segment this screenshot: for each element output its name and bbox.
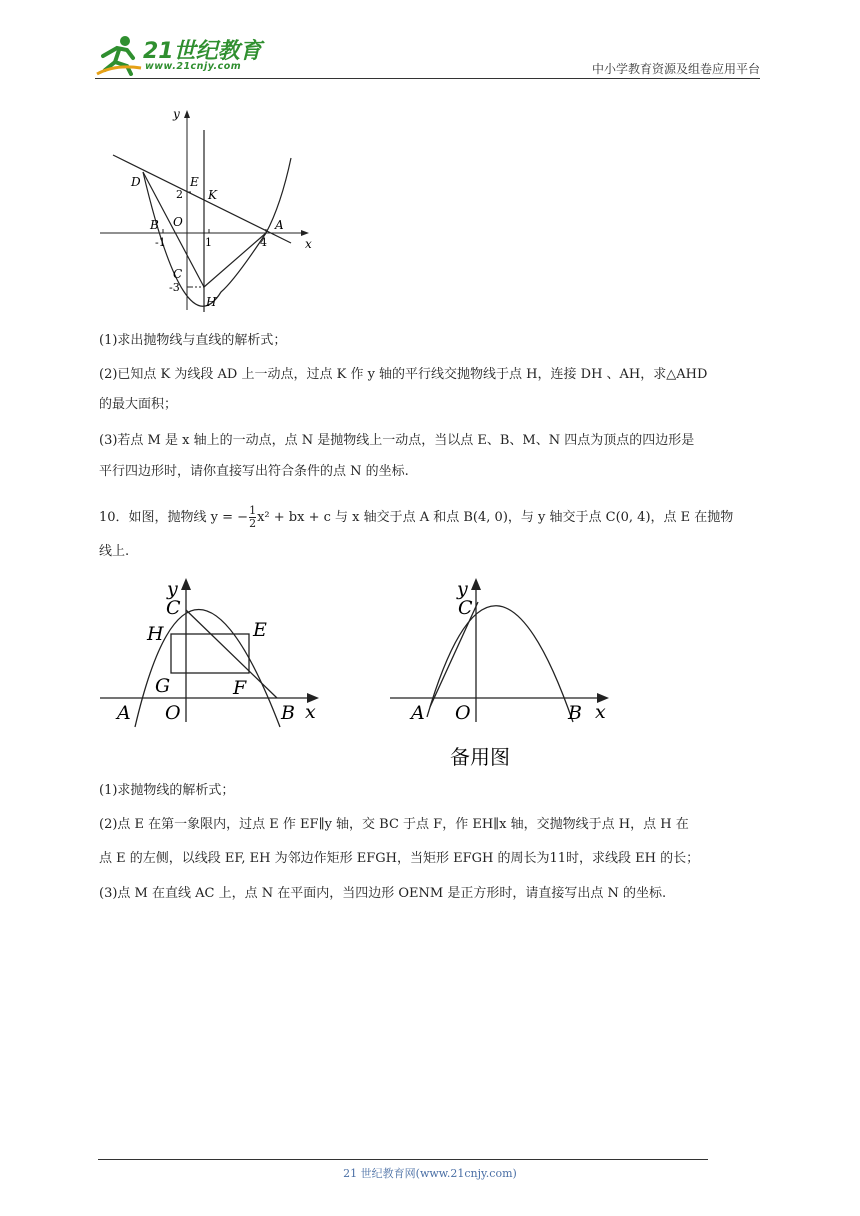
runner-icon [95,34,143,76]
label-f: F [233,677,247,699]
label-a: A [275,218,284,232]
label-o: O [173,215,183,229]
q10-intro-rest: x² + bx + c 与 x 轴交于点 A 和点 B(4, 0)，与 y 轴交于点 C(0, 4)，点 E 在抛物 [257,510,734,525]
figure-parabola-line [95,100,325,315]
line-ad [113,155,291,243]
tick-2: 2 [176,188,183,201]
label-g: G [155,675,171,697]
tick-neg1: -1 [155,236,166,249]
tick-4: 4 [260,236,267,249]
footer-divider [98,1159,708,1160]
q9-part1: (1)求出抛物线与直线的解析式； [99,333,287,348]
q10-part2-line2: 点 E 的左侧，以线段 EF, EH 为邻边作矩形 EFGH，当矩形 EFGH 的周长为11时，求线段 EH 的长； [99,851,700,866]
fraction-one-half [249,505,256,530]
label-d: D [131,175,141,189]
q9-part3-line1: (3)若点 M 是 x 轴上的一动点，点 N 是抛物线上一动点，当以点 E、B、M、N 四点为顶点的四边形是 [99,433,695,448]
logo-url: www.21cnjy.com [145,61,242,72]
label-y: y [173,107,180,121]
header-divider [95,78,760,79]
q9-part3-line2: 平行四边形时，请你直接写出符合条件的点 N 的坐标. [99,464,409,479]
q9-part2-line2: 的最大面积； [99,397,178,412]
figure-spare-diagram [385,572,625,772]
q10-intro-start: 10．如图，抛物线 y = − [99,510,249,525]
label-b: B [150,218,159,232]
footer-source-link[interactable]: 21 世纪教育网(www.21cnjy.com) [343,1167,517,1180]
label-x: x [305,701,316,723]
line-ah [204,233,266,287]
label-o: O [165,702,181,724]
label-c: C [166,597,181,619]
label-x: x [595,701,606,723]
site-logo [95,34,265,76]
fraction-denominator: 2 [249,517,257,530]
q10-part2-line1: (2)点 E 在第一象限内，过点 E 作 EF∥y 轴，交 BC 于点 F，作 EH∥x 轴，交抛物线于点 H，点 H 在 [99,817,689,832]
label-a: A [117,702,131,724]
header-platform-title: 中小学教育资源及组卷应用平台 [591,62,760,76]
q10-intro-line1 [99,505,733,530]
label-y: y [457,578,468,600]
label-a: A [411,702,425,724]
label-c: C [458,597,473,619]
figure-caption: 备用图 [450,745,510,769]
label-c: C [173,267,183,281]
x-axis-arrow [301,230,309,236]
page-header [95,30,760,80]
tick-neg3: -3 [169,281,180,294]
fraction-numerator: 1 [249,504,257,517]
label-y: y [167,578,178,600]
y-axis-arrow [184,110,190,118]
logo-text: 21世纪教育 [143,39,262,64]
label-e: E [190,175,199,189]
parabola-curve [427,606,573,722]
label-b: B [568,702,582,724]
q9-part2-line1: (2)已知点 K 为线段 AD 上一动点，过点 K 作 y 轴的平行线交抛物线于点 H，连接 DH 、AH，求△AHD [99,367,708,382]
label-e: E [253,619,267,641]
label-x: x [305,237,312,251]
figure-rectangle-efgh [95,572,335,732]
label-h: H [206,295,217,309]
label-o: O [455,702,471,724]
q10-intro-line2: 线上. [99,544,130,559]
q10-part3: (3)点 M 在直线 AC 上，点 N 在平面内，当四边形 OENM 是正方形时，请直接写出点 N 的坐标. [99,886,667,901]
tick-1: 1 [205,236,212,249]
q10-part1: (1)求抛物线的解析式； [99,783,235,798]
label-k: K [208,188,217,202]
label-h: H [147,623,164,645]
label-b: B [281,702,295,724]
